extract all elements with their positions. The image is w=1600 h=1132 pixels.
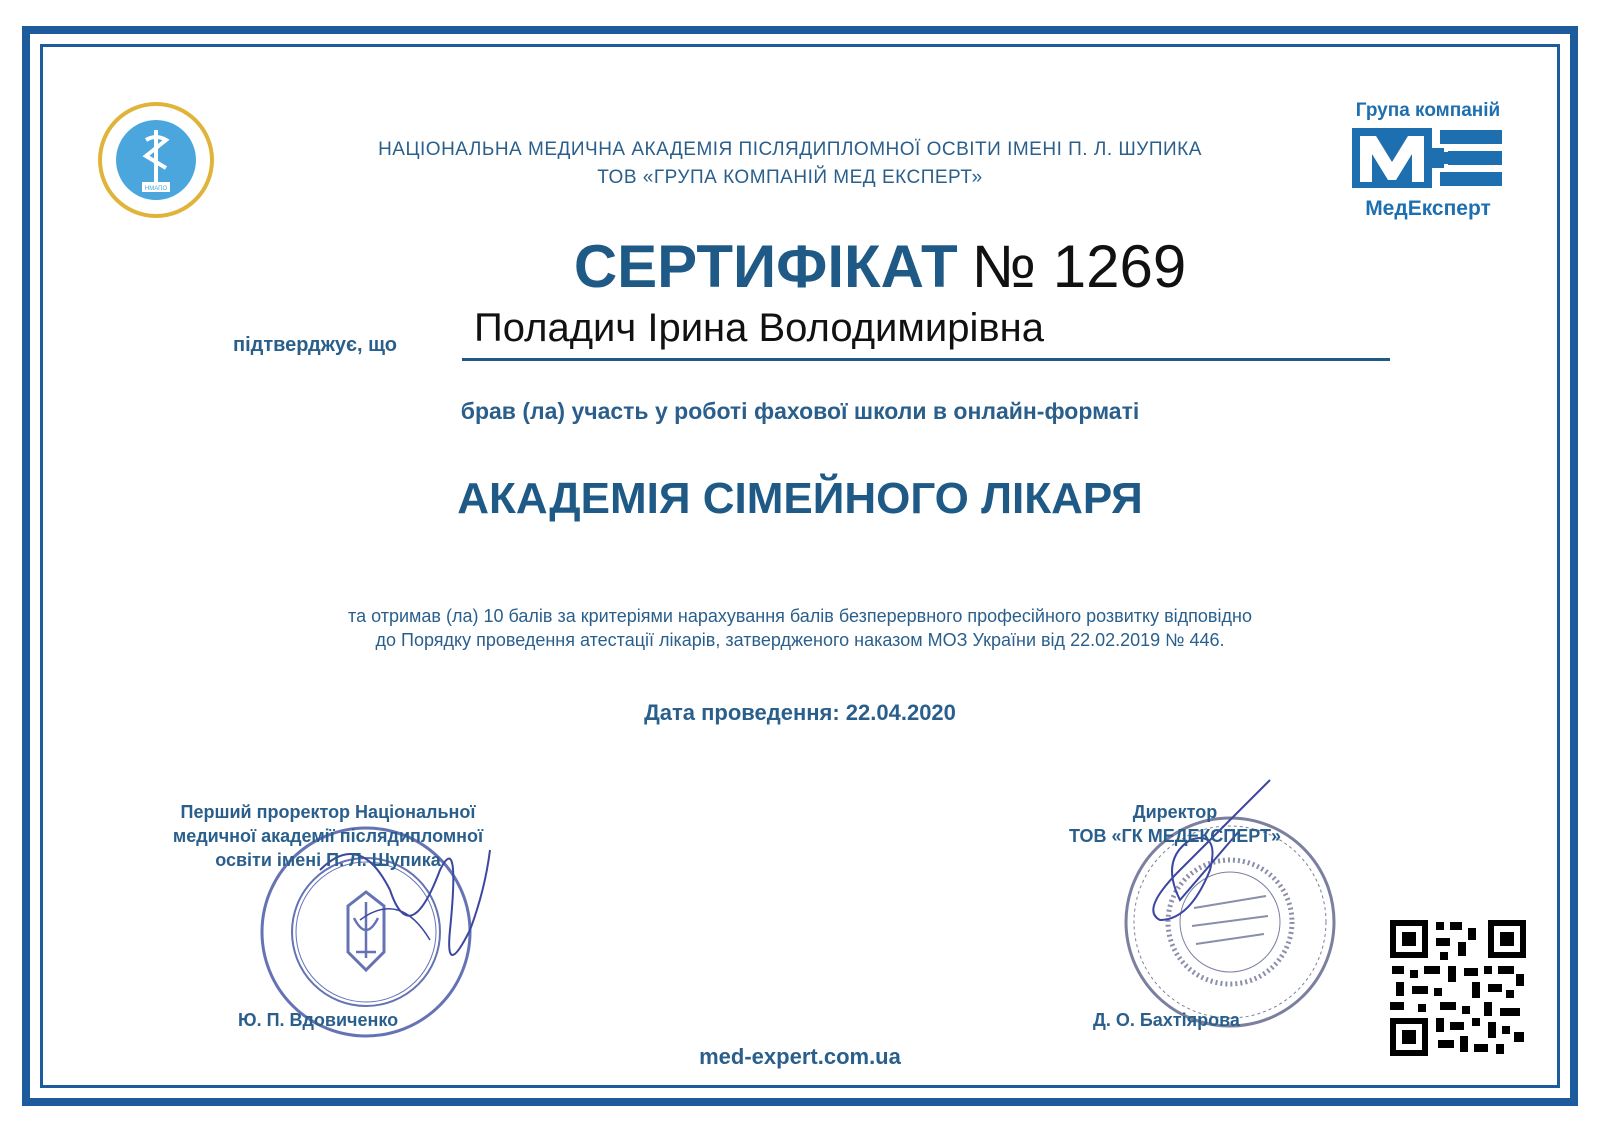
right-title-line-2: ТОВ «ГК МЕДЕКСПЕРТ» bbox=[1068, 826, 1282, 846]
medexpert-name-label: МедЕксперт bbox=[1365, 197, 1491, 220]
medexpert-group-label: Група компаній bbox=[1355, 100, 1501, 121]
medexpert-logo bbox=[1348, 100, 1508, 221]
confirms-label: підтверджує, що bbox=[233, 334, 397, 356]
credits-line-1: та отримав (ла) 10 балів за критеріями нарахування балів безперервного професійного розвитку відповідно bbox=[348, 606, 1252, 626]
header-line-2: ТОВ «ГРУПА КОМПАНІЙ МЕД ЕКСПЕРТ» bbox=[597, 167, 983, 188]
certificate-number: № 1269 bbox=[971, 233, 1187, 300]
credits-line-2: до Порядку проведення атестації лікарів, затвердженого наказом МОЗ України від 22.02.2019 № 446. bbox=[375, 630, 1225, 650]
recipient-name: Поладич Ірина Володимирівна bbox=[474, 306, 1044, 350]
recipient-underline bbox=[462, 358, 1390, 361]
svg-text:НМАПО: НМАПО bbox=[144, 186, 168, 192]
header-line-1: НАЦІОНАЛЬНА МЕДИЧНА АКАДЕМІЯ ПІСЛЯДИПЛОМНОЇ ОСВІТИ ІМЕНІ П. Л. ШУПИКА bbox=[378, 139, 1202, 160]
left-signatory-name: Ю. П. Вдовиченко bbox=[238, 1010, 399, 1030]
qr-code[interactable] bbox=[1388, 918, 1528, 1058]
right-signatory-title bbox=[1040, 800, 1310, 848]
left-title-line-1: Перший проректор Національної bbox=[180, 802, 476, 822]
event-date: Дата проведення: 22.04.2020 bbox=[644, 700, 956, 725]
right-signatory-name: Д. О. Бахтіярова bbox=[1093, 1010, 1240, 1030]
right-signature bbox=[1120, 770, 1300, 940]
certificate-title-text: СЕРТИФІКАТ bbox=[573, 233, 958, 300]
right-title-line-1: Директор bbox=[1132, 802, 1218, 822]
nmapo-logo bbox=[96, 100, 216, 220]
left-title-line-3: освіти імені П. Л. Шупика bbox=[215, 850, 441, 870]
left-signatory-title bbox=[138, 800, 518, 872]
left-title-line-2: медичної академії післядипломної bbox=[172, 826, 484, 846]
website-link[interactable]: med-expert.com.ua bbox=[699, 1044, 901, 1069]
certificate-title bbox=[500, 232, 1260, 301]
school-name: АКАДЕМІЯ СІМЕЙНОГО ЛІКАРЯ bbox=[457, 474, 1143, 523]
credits-text bbox=[260, 604, 1340, 652]
participation-text: брав (ла) участь у роботі фахової школи в онлайн-форматі bbox=[460, 398, 1140, 424]
medexpert-mark-icon bbox=[1348, 122, 1508, 192]
institution-header bbox=[300, 136, 1280, 192]
